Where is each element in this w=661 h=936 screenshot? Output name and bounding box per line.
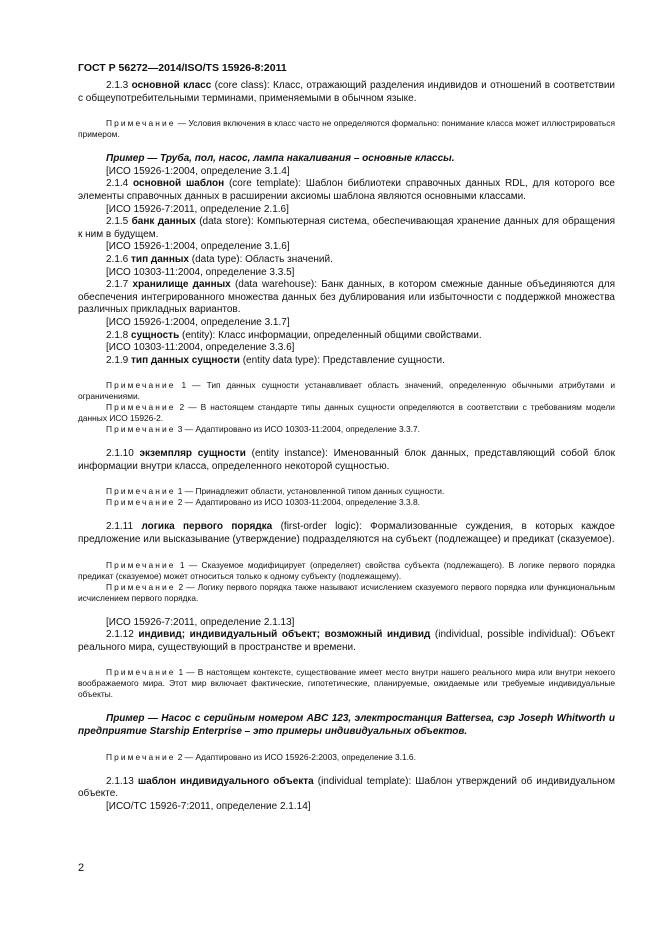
source-ref: [ИСО 15926-1:2004, определение 3.1.6] xyxy=(106,241,290,253)
note: Примечание 2 — Адаптировано из ИСО 15926-2:2003, определение 3.1.6. xyxy=(106,751,416,762)
example: Пример — Труба, пол, насос, лампа накаливания – основные классы. xyxy=(106,153,455,165)
source-ref: [ИСО/ТС 15926-7:2011, определение 2.1.14] xyxy=(106,800,311,812)
note: Примечание 2 — Логику первого порядка также называют исчислением сказуемого первого порядка или функциональным исчислением первого порядка. xyxy=(78,581,615,603)
source-ref: [ИСО 15926-1:2004, определение 3.1.4] xyxy=(106,165,290,177)
note: Примечание 1 — В настоящем контексте, существование имеет место внутри нашего реального мира или внутри некоего воображаемого мира. Этот мир включает фактические, гипотетические, планируемые, ожидаемые или требуемые индивидуальные объекты. xyxy=(78,667,615,700)
source-ref: [ИСО 10303-11:2004, определение 3.3.6] xyxy=(106,342,295,354)
note: Примечание 2 — Адаптировано из ИСО 10303-11:2004, определение 3.3.8. xyxy=(106,497,420,508)
term-2-1-8: 2.1.8 сущность (entity): Класс информации, определенный общими свойствами. xyxy=(106,329,482,341)
term-2-1-3: 2.1.3 основной класс (core class): Класс, отражающий разделения индивидов и отношений в соответствии с общеупотребительными терминами, применяемыми в обычном языке. xyxy=(78,80,616,104)
page-number: 2 xyxy=(78,862,85,874)
term-2-1-4: 2.1.4 основной шаблон (core template): Шаблон библиотеки справочных данных RDL, для которого все элементы справочных данных в расширении аксиомы шаблона являются основными классами. xyxy=(78,178,615,202)
note: Примечание — Условия включения в класс часто не определяются формально: понимание класса может иллюстрироваться примером. xyxy=(78,118,615,140)
page-content xyxy=(78,62,615,813)
source-ref: [ИСО 15926-1:2004, определение 3.1.7] xyxy=(106,316,290,328)
note: Примечание 1 — Тип данных сущности устанавливает область значений, определенную обычными атрибутами и ограничениями. xyxy=(78,380,615,402)
term-2-1-10: 2.1.10 экземпляр сущности (entity instance): Именованный блок данных, представляющий собой блок информации внутри класса, определенного некоторой сущностью. xyxy=(78,448,616,472)
term-2-1-11: 2.1.11 логика первого порядка (first-order logic): Формализованные суждения, в которых каждое предложение или высказывание (утверждение) подразделяются на субъект (подлежащее) и предикат (сказуемое). xyxy=(78,521,615,546)
document-header: ГОСТ Р 56272—2014/ISO/TS 15926-8:2011 xyxy=(78,62,287,74)
term-2-1-9: 2.1.9 тип данных сущности (entity data type): Представление сущности. xyxy=(106,354,445,366)
example: Пример — Насос с серийным номером ABC 123, электростанция Battersea, сэр Joseph Whitworth и предприятие Starship Enterprise – это примеры индивидуальных объектов. xyxy=(78,713,615,738)
term-2-1-12: 2.1.12 индивид; индивидуальный объект; возможный индивид (individual, possible individual): Объект реального мира, существующий в пространстве и времени. xyxy=(78,629,615,653)
note: Примечание 1 — Принадлежит области, установленной типом данных сущности. xyxy=(106,486,445,497)
term-2-1-5: 2.1.5 банк данных (data store): Компьютерная система, обеспечивающая хранение данных для обращения к ним в будущем. xyxy=(78,216,616,240)
term-2-1-13: 2.1.13 шаблон индивидуального объекта (individual template): Шаблон утверждений об индивидуальном объекте. xyxy=(78,775,615,800)
note: Примечание 1 — Сказуемое модифицирует (определяет) свойства субъекта (подлежащего). В логике первого порядка предикат (сказуемое) может относиться только к одному субъекту (подлежащему). xyxy=(78,559,615,581)
term-2-1-7: 2.1.7 хранилище данных (data warehouse): Банк данных, в котором смежные данные объединяются для обеспечения интегрированного множества данных без дублирования или избыточности с поддержкой множества различных прикладных вариантов. xyxy=(78,279,615,316)
source-ref: [ИСО 15926-7:2011, определение 2.1.13] xyxy=(106,616,295,628)
source-ref: [ИСО 10303-11:2004, определение 3.3.5] xyxy=(106,266,295,278)
source-ref: [ИСО 15926-7:2011, определение 2.1.6] xyxy=(106,203,289,215)
note: Примечание 3 — Адаптировано из ИСО 10303-11:2004, определение 3.3.7. xyxy=(106,424,420,435)
note: Примечание 2 — В настоящем стандарте типы данных сущности определяются в соответствии с требованиям модели данных ИСО 15926-2. xyxy=(78,402,615,424)
term-2-1-6: 2.1.6 тип данных (data type): Область значений. xyxy=(106,253,333,265)
